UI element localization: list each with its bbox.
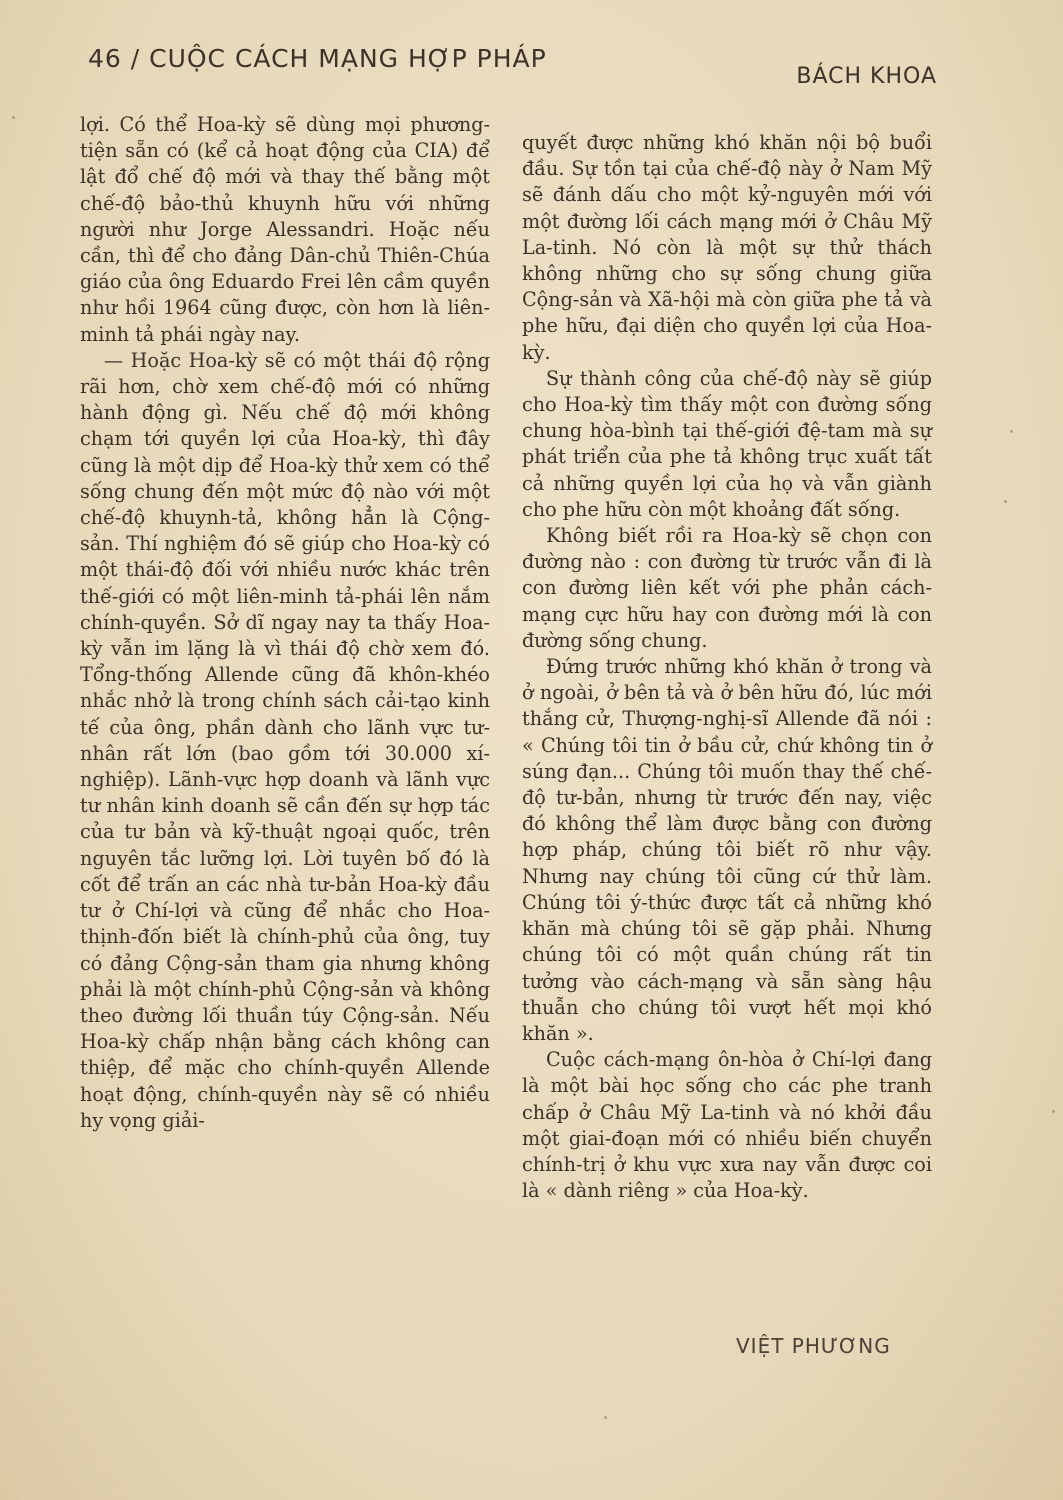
paper-speck xyxy=(12,116,15,119)
running-header: 46 / CUỘC CÁCH MẠNG HỢP PHÁP xyxy=(88,44,547,73)
paragraph: quyết được những khó khăn nội bộ buổi đầu. Sự tồn tại của chế-độ này ở Nam Mỹ sẽ đánh dấu cho một kỷ-nguyên mới với một đường lối cách mạng mới ở Châu Mỹ La-tinh. Nó còn là một sự thử thách không những cho sự sống chung giữa Cộng-sản và Xã-hội mà còn giữa phe tả và phe hữu, đại diện cho quyền lợi của Hoa-kỳ. xyxy=(522,131,932,364)
paragraph: lợi. Có thể Hoa-kỳ sẽ dùng mọi phương-tiện sẵn có (kể cả hoạt động của CIA) để lật đổ chế độ mới và thay thế bằng một chế-độ bảo-thủ khuynh hữu với những người như Jorge Alessandri. Hoặc nếu cần, thì để cho đảng Dân-chủ Thiên-Chúa giáo của ông Eduardo Frei lên cầm quyền như hồi 1964 cũng được, còn hơn là liên-minh tả phái ngày nay. xyxy=(80,113,490,346)
paragraph: Sự thành công của chế-độ này sẽ giúp cho Hoa-kỳ tìm thấy một con đường sống chung hòa-bình tại thế-giới đệ-tam mà sự phát triển của phe tả không trục xuất tất cả những quyền lợi của họ và vẫn giành cho phe hữu còn một khoảng đất sống. xyxy=(522,366,932,521)
paper-speck xyxy=(604,1416,607,1419)
paper-speck xyxy=(1004,500,1007,503)
paper-speck xyxy=(1052,1110,1055,1113)
paragraph: Cuộc cách-mạng ôn-hòa ở Chí-lợi đang là một bài học sống cho các phe tranh chấp ở Châu Mỹ La-tinh và nó khởi đầu một giai-đoạn mới có nhiều biến chuyển chính-trị ở khu vực xưa nay vẫn được coi là « dành riêng » của Hoa-kỳ. xyxy=(522,1048,932,1203)
left-column xyxy=(80,112,490,1134)
author-signature: VIỆT PHƯƠNG xyxy=(736,1334,891,1358)
paragraph: Đứng trước những khó khăn ở trong và ở ngoài, ở bên tả và ở bên hữu đó, lúc mới thắng cử, Thượng-nghị-sĩ Allende đã nói : « Chúng tôi tin ở bầu cử, chứ không tin ở súng đạn... Chúng tôi muốn thay thế chế-độ tư-bản, nhưng từ trước đến nay, việc đó không thể làm được bằng con đường hợp pháp, chúng tôi biết rõ như vậy. Nhưng nay chúng tôi cũng cứ thử làm. Chúng tôi ý-thức được tất cả những khó khăn mà chúng tôi sẽ gặp phải. Nhưng chúng tôi có một quần chúng rất tin tưởng vào cách-mạng và sẵn sàng hậu thuẫn cho chúng tôi vượt hết mọi khó khăn ». xyxy=(522,655,932,1045)
paper-speck xyxy=(1010,430,1013,433)
paragraph: Không biết rồi ra Hoa-kỳ sẽ chọn con đường nào : con đường từ trước vẫn đi là con đường liên kết với phe phản cách-mạng cực hữu hay con đường mới là con đường sống chung. xyxy=(522,524,932,652)
magazine-name: BÁCH KHOA xyxy=(796,64,937,89)
right-column xyxy=(522,130,932,1204)
paragraph: — Hoặc Hoa-kỳ sẽ có một thái độ rộng rãi hơn, chờ xem chế-độ mới có những hành động gì. Nếu chế độ mới không chạm tới quyền lợi của Hoa-kỳ, thì đây cũng là một dịp để Hoa-kỳ thử xem có thể sống chung đến một mức độ nào với một chế-độ khuynh-tả, không hẳn là Cộng-sản. Thí nghiệm đó sẽ giúp cho Hoa-kỳ có một thái-độ đối với nhiều nước khác trên thế-giới có một liên-minh tả-phái lên nắm chính-quyền. Sở dĩ ngay nay ta thấy Hoa-kỳ vẫn im lặng là vì thái độ chờ xem đó. Tổng-thống Allende cũng đã khôn-khéo nhắc nhở là trong chính sách cải-tạo kinh tế của ông, phần dành cho lãnh vực tư-nhân rất lớn (bao gồm tới 30.000 xí-nghiệp). Lãnh-vực hợp doanh và lãnh vực tư nhân kinh doanh sẽ cần đến sự hợp tác của tư bản và kỹ-thuật ngoại quốc, trên nguyên tắc lưỡng lợi. Lời tuyên bố đó là cốt để trấn an các nhà tư-bản Hoa-kỳ đầu tư ở Chí-lợi và cũng để nhắc cho Hoa-thịnh-đốn biết là chính-phủ của ông, tuy có đảng Cộng-sản tham gia nhưng không phải là một chính-phủ Cộng-sản và không theo đường lối thuần túy Cộng-sản. Nếu Hoa-kỳ chấp nhận bằng cách không can thiệp, để mặc cho chính-quyền Allende hoạt động, chính-quyền này sẽ có nhiều hy vọng giải- xyxy=(80,348,490,1132)
